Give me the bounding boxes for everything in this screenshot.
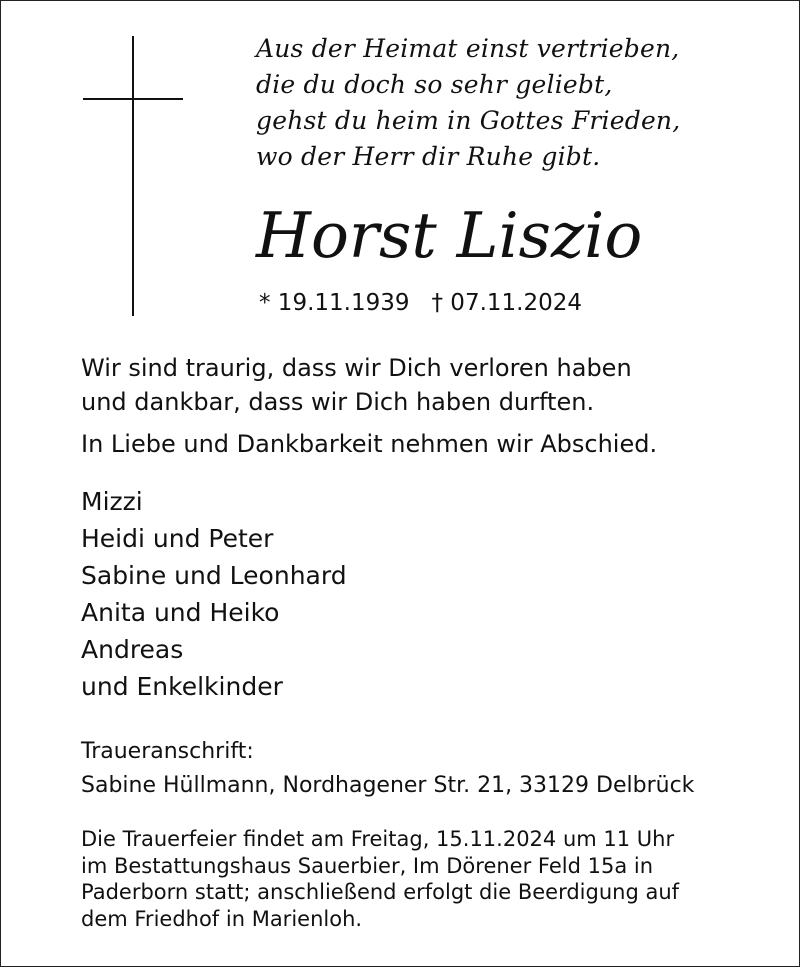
mourner-entry: Sabine und Leonhard xyxy=(81,561,347,590)
memorial-poem xyxy=(256,31,680,175)
mourner-entry: und Enkelkinder xyxy=(81,672,283,701)
address-text: Sabine Hüllmann, Nordhagener Str. 21, 33129 Delbrück xyxy=(81,773,695,798)
message-line: Wir sind traurig, dass wir Dich verloren haben xyxy=(81,354,632,382)
life-dates xyxy=(259,285,582,321)
deceased-name: Horst Liszio xyxy=(256,199,643,272)
mourner-entry: Mizzi xyxy=(81,487,143,516)
poem-line: wo der Herr dir Ruhe gibt. xyxy=(256,142,601,171)
ceremony-line: Paderborn statt; anschließend erfolgt die Beerdigung auf xyxy=(81,880,680,904)
birth-date: * 19.11.1939 xyxy=(259,290,410,316)
mourner-entry: Heidi und Peter xyxy=(81,524,274,553)
ceremony-line: Die Trauerfeier findet am Freitag, 15.11.2024 um 11 Uhr xyxy=(81,827,675,851)
poem-line: die du doch so sehr geliebt, xyxy=(256,70,613,99)
cross-vertical-beam xyxy=(132,36,134,316)
cross-horizontal-beam xyxy=(83,98,183,100)
ceremony-line: dem Friedhof in Marienloh. xyxy=(81,906,363,931)
funeral-details xyxy=(81,826,679,932)
address-label: Traueranschrift: xyxy=(81,739,254,764)
mourner-entry: Anita und Heiko xyxy=(81,598,280,627)
poem-line: Aus der Heimat einst vertrieben, xyxy=(256,34,680,63)
mourner-entry: Andreas xyxy=(81,635,184,664)
message-line: und dankbar, dass wir Dich haben durften. xyxy=(81,388,595,416)
farewell-line: In Liebe und Dankbarkeit nehmen wir Abschied. xyxy=(81,430,658,458)
ceremony-line: im Bestattungshaus Sauerbier, Im Dörener Feld 15a in xyxy=(81,853,654,878)
death-date: † 07.11.2024 xyxy=(431,290,582,316)
mourning-address xyxy=(81,735,694,803)
condolence-message xyxy=(81,351,657,461)
poem-line: gehst du heim in Gottes Frieden, xyxy=(256,106,681,135)
mourners-list xyxy=(81,483,347,705)
